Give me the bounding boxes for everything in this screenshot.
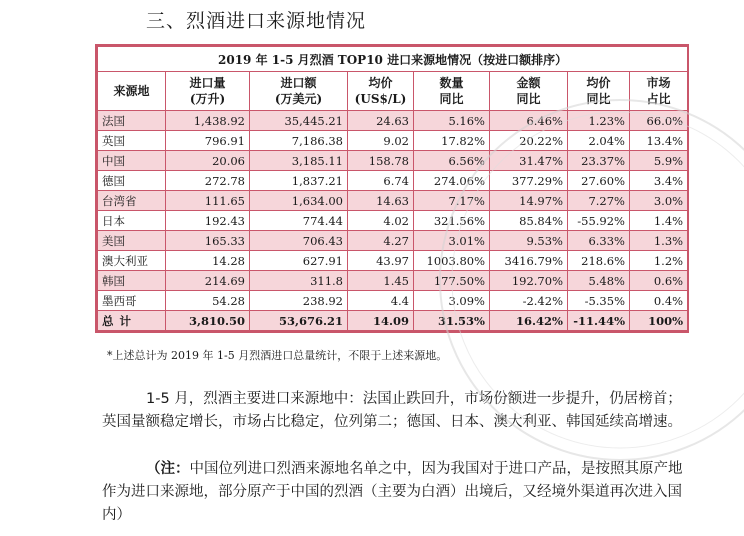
cell-share: 3.4% [630, 171, 688, 191]
cell-share: 1.3% [630, 231, 688, 251]
total-price-yoy: -11.44% [568, 311, 630, 331]
cell-share: 1.2% [630, 251, 688, 271]
cell-price-yoy: 5.48% [568, 271, 630, 291]
cell-source: 韩国 [98, 271, 166, 291]
cell-volume: 1,438.92 [166, 111, 250, 131]
cell-price: 24.63 [348, 111, 414, 131]
paragraph-summary: 1-5 月，烈酒主要进口来源地中：法国止跌回升，市场份额进一步提升，仍居榜首；英国量额稳定增长，市场占比稳定，位列第二；德国、日本、澳大利亚、韩国延续高增速。 [102, 391, 682, 430]
cell-amount: 238.92 [250, 291, 348, 311]
table-row [98, 191, 688, 211]
cell-price: 9.02 [348, 131, 414, 151]
table-caption: 2019 年 1-5 月烈酒 TOP10 进口来源地情况（按进口额排序） [98, 47, 688, 72]
cell-price: 4.4 [348, 291, 414, 311]
cell-volume: 796.91 [166, 131, 250, 151]
cell-amount: 774.44 [250, 211, 348, 231]
cell-price: 6.74 [348, 171, 414, 191]
paragraph-note [102, 458, 692, 527]
cell-share: 5.9% [630, 151, 688, 171]
cell-amt-yoy: -2.42% [490, 291, 568, 311]
cell-source: 澳大利亚 [98, 251, 166, 271]
cell-price: 43.97 [348, 251, 414, 271]
total-label: 总计 [98, 311, 166, 331]
cell-source: 美国 [98, 231, 166, 251]
cell-amount: 1,837.21 [250, 171, 348, 191]
cell-volume: 272.78 [166, 171, 250, 191]
header-price: 均价 (US$/L) [348, 72, 414, 111]
cell-amount: 311.8 [250, 271, 348, 291]
cell-source: 台湾省 [98, 191, 166, 211]
section-heading: 三、烈酒进口来源地情况 [146, 10, 367, 32]
cell-price-yoy: -5.35% [568, 291, 630, 311]
cell-source: 日本 [98, 211, 166, 231]
cell-volume: 111.65 [166, 191, 250, 211]
cell-amount: 3,185.11 [250, 151, 348, 171]
header-price-yoy: 均价 同比 [568, 72, 630, 111]
cell-price-yoy: 6.33% [568, 231, 630, 251]
cell-qty-yoy: 3.09% [414, 291, 490, 311]
cell-qty-yoy: 3.01% [414, 231, 490, 251]
table-row [98, 251, 688, 271]
header-amt-yoy: 金额 同比 [490, 72, 568, 111]
total-volume: 3,810.50 [166, 311, 250, 331]
cell-amt-yoy: 377.29% [490, 171, 568, 191]
cell-price: 4.02 [348, 211, 414, 231]
cell-share: 0.4% [630, 291, 688, 311]
total-qty-yoy: 31.53% [414, 311, 490, 331]
cell-share: 0.6% [630, 271, 688, 291]
table-row [98, 291, 688, 311]
cell-amount: 706.43 [250, 231, 348, 251]
total-row [98, 311, 688, 331]
cell-qty-yoy: 274.06% [414, 171, 490, 191]
cell-price-yoy: -55.92% [568, 211, 630, 231]
cell-amt-yoy: 20.22% [490, 131, 568, 151]
total-price: 14.09 [348, 311, 414, 331]
total-amount: 53,676.21 [250, 311, 348, 331]
cell-share: 13.4% [630, 131, 688, 151]
cell-qty-yoy: 1003.80% [414, 251, 490, 271]
cell-price-yoy: 27.60% [568, 171, 630, 191]
note-text: 中国位列进口烈酒来源地名单之中，因为我国对于进口产品，是按照其原产地作为进口来源地，部分原产于中国的烈酒（主要为白酒）出境后，又经境外渠道再次进入国内） [102, 461, 683, 523]
table-footnote: *上述总计为 2019 年 1-5 月烈酒进口总量统计，不限于上述来源地。 [107, 349, 448, 362]
cell-amt-yoy: 85.84% [490, 211, 568, 231]
table-row [98, 111, 688, 131]
table-body [98, 111, 688, 311]
cell-qty-yoy: 6.56% [414, 151, 490, 171]
cell-price: 4.27 [348, 231, 414, 251]
cell-qty-yoy: 7.17% [414, 191, 490, 211]
cell-price-yoy: 7.27% [568, 191, 630, 211]
cell-volume: 165.33 [166, 231, 250, 251]
cell-amount: 627.91 [250, 251, 348, 271]
header-qty-yoy: 数量 同比 [414, 72, 490, 111]
cell-amt-yoy: 3416.79% [490, 251, 568, 271]
total-share: 100% [630, 311, 688, 331]
cell-amt-yoy: 31.47% [490, 151, 568, 171]
total-amt-yoy: 16.42% [490, 311, 568, 331]
cell-amount: 7,186.38 [250, 131, 348, 151]
table-row [98, 151, 688, 171]
cell-volume: 54.28 [166, 291, 250, 311]
cell-source: 英国 [98, 131, 166, 151]
header-amount: 进口额 (万美元) [250, 72, 348, 111]
table-row [98, 131, 688, 151]
cell-qty-yoy: 5.16% [414, 111, 490, 131]
cell-qty-yoy: 177.50% [414, 271, 490, 291]
table-row [98, 171, 688, 191]
cell-volume: 14.28 [166, 251, 250, 271]
cell-volume: 20.06 [166, 151, 250, 171]
cell-price: 14.63 [348, 191, 414, 211]
cell-qty-yoy: 321.56% [414, 211, 490, 231]
cell-share: 1.4% [630, 211, 688, 231]
header-share: 市场 占比 [630, 72, 688, 111]
cell-source: 墨西哥 [98, 291, 166, 311]
table-row [98, 271, 688, 291]
cell-amount: 1,634.00 [250, 191, 348, 211]
cell-amt-yoy: 192.70% [490, 271, 568, 291]
table-row [98, 231, 688, 251]
cell-source: 中国 [98, 151, 166, 171]
cell-price-yoy: 23.37% [568, 151, 630, 171]
cell-amount: 35,445.21 [250, 111, 348, 131]
cell-price: 1.45 [348, 271, 414, 291]
cell-source: 法国 [98, 111, 166, 131]
import-sources-table [95, 44, 689, 333]
cell-price-yoy: 2.04% [568, 131, 630, 151]
cell-amt-yoy: 9.53% [490, 231, 568, 251]
cell-amt-yoy: 14.97% [490, 191, 568, 211]
cell-share: 3.0% [630, 191, 688, 211]
cell-source: 德国 [98, 171, 166, 191]
cell-qty-yoy: 17.82% [414, 131, 490, 151]
cell-price-yoy: 1.23% [568, 111, 630, 131]
cell-share: 66.0% [630, 111, 688, 131]
cell-price-yoy: 218.6% [568, 251, 630, 271]
cell-amt-yoy: 6.46% [490, 111, 568, 131]
cell-price: 158.78 [348, 151, 414, 171]
table-row [98, 211, 688, 231]
note-label: （注： [146, 461, 190, 477]
cell-volume: 192.43 [166, 211, 250, 231]
cell-volume: 214.69 [166, 271, 250, 291]
header-volume: 进口量 (万升) [166, 72, 250, 111]
header-source: 来源地 [98, 72, 166, 111]
